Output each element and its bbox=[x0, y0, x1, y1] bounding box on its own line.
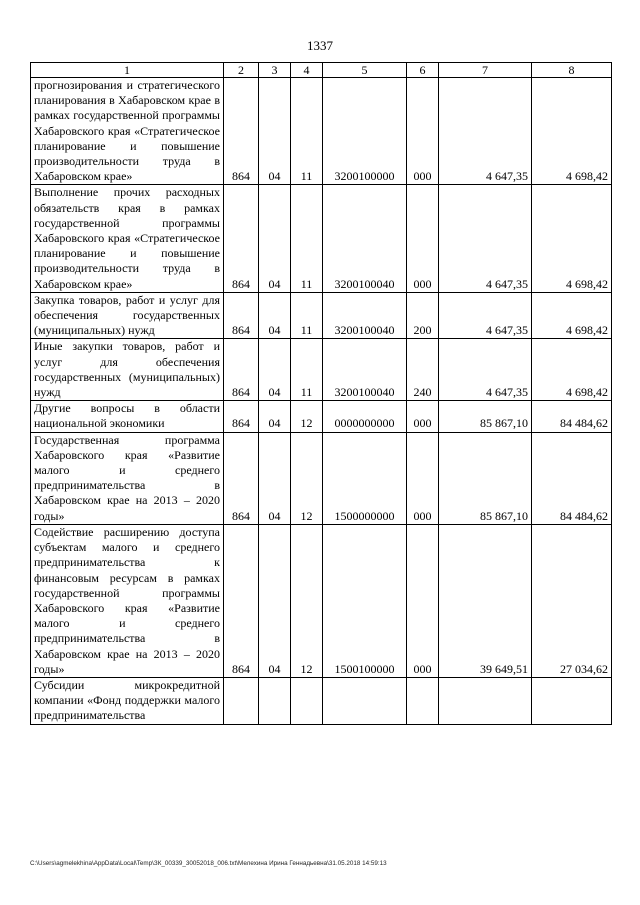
amount-year-2: 4 698,42 bbox=[532, 339, 612, 401]
table-row bbox=[31, 432, 612, 524]
row-name: Содействие расширению доступа субъектам малого и среднего предпринимательства к финансовым ресурсам в рамках государственной программы Хабаровского края «Развитие малого и среднего предпринимательства в Хабаровском крае на 2013 – 2020 годы» bbox=[31, 524, 224, 677]
ved-code: 864 bbox=[224, 292, 259, 339]
subsection-code: 12 bbox=[291, 524, 323, 677]
amount-year-2: 4 698,42 bbox=[532, 78, 612, 185]
target-article-code: 3200100000 bbox=[323, 78, 407, 185]
amount-year-2: 27 034,62 bbox=[532, 524, 612, 677]
amount-year-2: 84 484,62 bbox=[532, 401, 612, 432]
row-name: Выполнение прочих расходных обязательств края в рамках государственной программы Хабаровского края «Стратегическое планирование и повышение производительности труда в Хабаровском крае» bbox=[31, 185, 224, 292]
column-header: 8 bbox=[532, 63, 612, 78]
ved-code: 864 bbox=[224, 78, 259, 185]
expense-type-code: 240 bbox=[407, 339, 439, 401]
subsection-code bbox=[291, 677, 323, 724]
amount-year-1: 4 647,35 bbox=[439, 292, 532, 339]
ved-code: 864 bbox=[224, 401, 259, 432]
ved-code bbox=[224, 677, 259, 724]
page-number: 1337 bbox=[307, 38, 333, 53]
ved-code: 864 bbox=[224, 432, 259, 524]
expense-type-code: 000 bbox=[407, 432, 439, 524]
subsection-code: 12 bbox=[291, 401, 323, 432]
budget-table bbox=[30, 62, 612, 725]
row-name: Государственная программа Хабаровского края «Развитие малого и среднего предпринимательства в Хабаровском крае на 2013 – 2020 годы» bbox=[31, 432, 224, 524]
amount-year-1 bbox=[439, 677, 532, 724]
target-article-code: 1500100000 bbox=[323, 524, 407, 677]
table-row bbox=[31, 78, 612, 185]
amount-year-2: 84 484,62 bbox=[532, 432, 612, 524]
amount-year-1: 4 647,35 bbox=[439, 78, 532, 185]
amount-year-2 bbox=[532, 677, 612, 724]
column-header: 7 bbox=[439, 63, 532, 78]
subsection-code: 11 bbox=[291, 78, 323, 185]
column-header: 4 bbox=[291, 63, 323, 78]
ved-code: 864 bbox=[224, 185, 259, 292]
ved-code: 864 bbox=[224, 339, 259, 401]
table-row bbox=[31, 677, 612, 724]
table-row bbox=[31, 524, 612, 677]
amount-year-2: 4 698,42 bbox=[532, 185, 612, 292]
section-code: 04 bbox=[259, 185, 291, 292]
target-article-code: 0000000000 bbox=[323, 401, 407, 432]
target-article-code: 3200100040 bbox=[323, 292, 407, 339]
column-header: 2 bbox=[224, 63, 259, 78]
expense-type-code: 000 bbox=[407, 185, 439, 292]
section-code: 04 bbox=[259, 432, 291, 524]
subsection-code: 11 bbox=[291, 292, 323, 339]
section-code bbox=[259, 677, 291, 724]
target-article-code: 3200100040 bbox=[323, 185, 407, 292]
expense-type-code: 000 bbox=[407, 78, 439, 185]
expense-type-code bbox=[407, 677, 439, 724]
amount-year-1: 4 647,35 bbox=[439, 185, 532, 292]
row-name: прогнозирования и стратегического планирования в Хабаровском крае в рамках государственной программы Хабаровского края «Стратегическое планирование и повышение производительности труда в Хабаровском крае» bbox=[31, 78, 224, 185]
column-header: 3 bbox=[259, 63, 291, 78]
row-name: Иные закупки товаров, работ и услуг для обеспечения государственных (муниципальных) нужд bbox=[31, 339, 224, 401]
table-row bbox=[31, 339, 612, 401]
section-code: 04 bbox=[259, 524, 291, 677]
section-code: 04 bbox=[259, 339, 291, 401]
table-row bbox=[31, 401, 612, 432]
subsection-code: 12 bbox=[291, 432, 323, 524]
expense-type-code: 000 bbox=[407, 401, 439, 432]
column-header-row bbox=[31, 63, 612, 78]
file-path-footer: C:\Users\agmelekhina\AppData\Local\Temp\ЗК_00339_30052018_006.txt\Мелехина Ирина Геннадьевна\31.05.2018 14:59:13 bbox=[30, 860, 387, 867]
row-name: Другие вопросы в области национальной экономики bbox=[31, 401, 224, 432]
section-code: 04 bbox=[259, 401, 291, 432]
expense-type-code: 000 bbox=[407, 524, 439, 677]
subsection-code: 11 bbox=[291, 185, 323, 292]
column-header: 6 bbox=[407, 63, 439, 78]
amount-year-1: 39 649,51 bbox=[439, 524, 532, 677]
amount-year-1: 85 867,10 bbox=[439, 432, 532, 524]
column-header: 5 bbox=[323, 63, 407, 78]
target-article-code: 1500000000 bbox=[323, 432, 407, 524]
subsection-code: 11 bbox=[291, 339, 323, 401]
amount-year-2: 4 698,42 bbox=[532, 292, 612, 339]
row-name: Субсидии микрокредитной компании «Фонд поддержки малого предпринимательства bbox=[31, 677, 224, 724]
target-article-code bbox=[323, 677, 407, 724]
table-row bbox=[31, 292, 612, 339]
amount-year-1: 85 867,10 bbox=[439, 401, 532, 432]
ved-code: 864 bbox=[224, 524, 259, 677]
section-code: 04 bbox=[259, 292, 291, 339]
amount-year-1: 4 647,35 bbox=[439, 339, 532, 401]
table-row bbox=[31, 185, 612, 292]
column-header: 1 bbox=[31, 63, 224, 78]
row-name: Закупка товаров, работ и услуг для обеспечения государственных (муниципальных) нужд bbox=[31, 292, 224, 339]
expense-type-code: 200 bbox=[407, 292, 439, 339]
target-article-code: 3200100040 bbox=[323, 339, 407, 401]
section-code: 04 bbox=[259, 78, 291, 185]
